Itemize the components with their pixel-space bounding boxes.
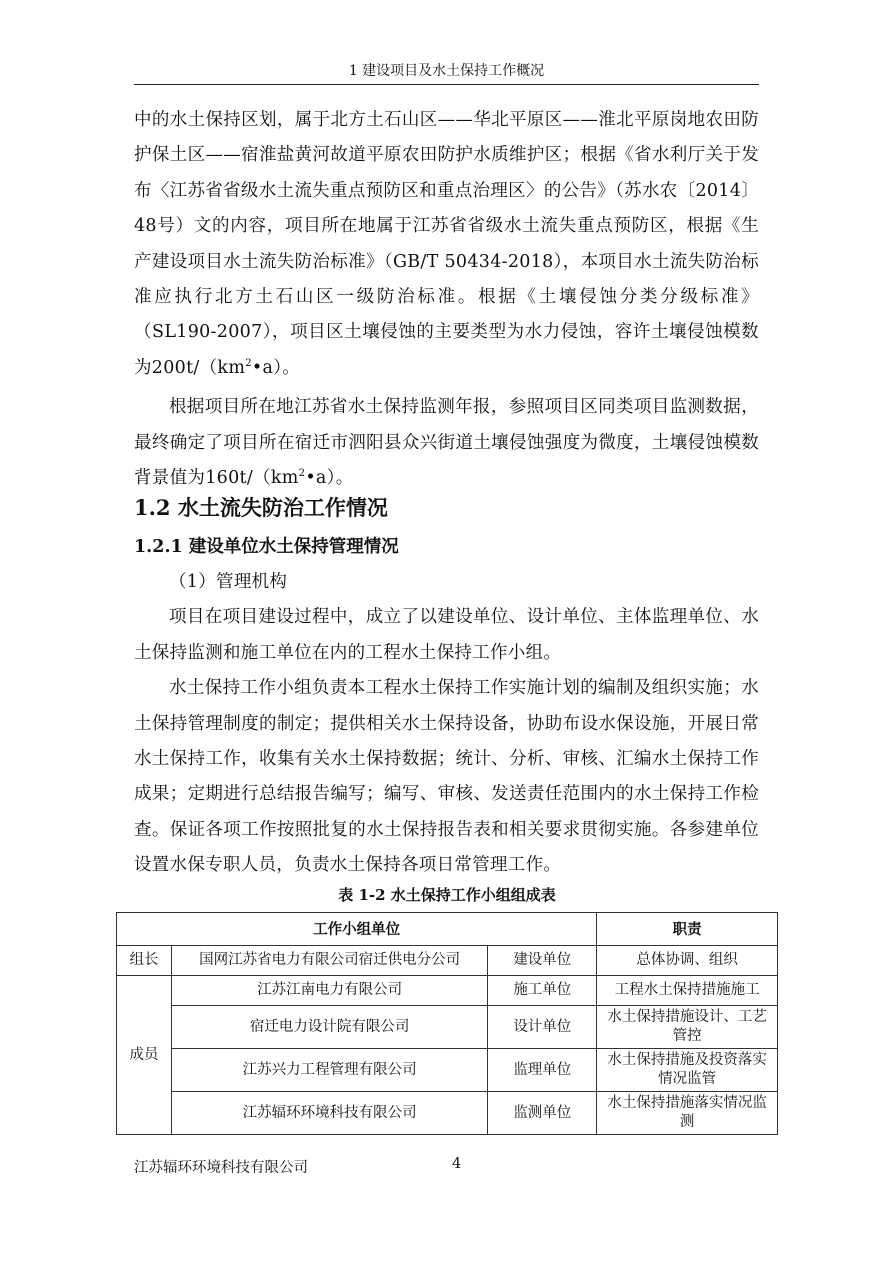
- paragraph-duties: 水土保持工作小组负责本工程水土保持工作实施计划的编制及组织实施；水土保持管理制度的制定；提供相关水土保持设备，协助布设水保设施，开展日常水土保持工作，收集有关水土保持数据；统计、分析、审核、汇编水土保持工作成果；定期进行总结报告编写；编写、审核、发送责任范围内的水土保持工作检查。保证各项工作按照批复的水土保持报告表和相关要求贯彻实施。各参建单位设置水保专职人员，负责水土保持各项日常管理工作。: [134, 678, 759, 876]
- duty-cell: 水土保持措施落实情况监测: [597, 1092, 778, 1135]
- header-unit: 工作小组单位: [117, 913, 597, 946]
- type-cell: 建设单位: [488, 946, 597, 976]
- body-mid: [134, 565, 759, 884]
- table-header-row: [117, 913, 778, 946]
- paragraph-background: [134, 390, 759, 496]
- paragraph-zoning-text: 中的水土保持区划，属于北方土石山区——华北平原区——淮北平原岗地农田防护保土区——宿淮盐黄河故道平原农田防护水质维护区；根据《省水利厅关于发布〈江苏省省级水土流失重点预防区和重点治理区〉的公告》（苏水农〔2014〕48号）文的内容，项目所在地属于江苏省省级水土流失重点预防区，根据《生产建设项目水土流失防治标准》（GB/T 50434-2018），本项目水土流失防治标准应执行北方土石山区一级防治标准。根据《土壤侵蚀分类分级标准》（SL190-2007），项目区土壤侵蚀的主要类型为水力侵蚀，容许土壤侵蚀模数为200t/（km: [134, 110, 759, 378]
- work-group-table: [116, 912, 778, 1135]
- footer-company: 江苏辐环环境科技有限公司: [134, 1160, 308, 1176]
- table-row: [117, 976, 778, 1006]
- header-duty: 职责: [597, 913, 778, 946]
- duty-cell: 水土保持措施设计、工艺管控: [597, 1006, 778, 1049]
- unit-cell: 国网江苏省电力有限公司宿迁供电分公司: [171, 946, 487, 976]
- table-row: [117, 1049, 778, 1092]
- paragraph-zoning-end: •a）。: [251, 357, 301, 378]
- header-rule: [134, 84, 759, 85]
- paragraph-organization: 项目在项目建设过程中，成立了以建设单位、设计单位、主体监理单位、水土保持监测和施工单位在内的工程水土保持工作小组。: [134, 607, 759, 663]
- paragraph-background-end: •a）。: [305, 468, 354, 489]
- item-heading: （1）管理机构: [169, 572, 288, 592]
- subsection-heading: 1.2.1 建设单位水土保持管理情况: [134, 537, 399, 557]
- unit-cell: 江苏兴力工程管理有限公司: [171, 1049, 487, 1092]
- running-header: 1 建设项目及水土保持工作概况: [348, 63, 545, 79]
- role-cell: 组长: [117, 946, 172, 976]
- page-number: 4: [452, 1156, 462, 1172]
- section-heading: 1.2 水土流失防治工作情况: [134, 495, 388, 520]
- duty-cell: 工程水土保持措施施工: [597, 976, 778, 1006]
- superscript: 2: [245, 358, 252, 370]
- role-cell: 成员: [117, 976, 172, 1135]
- body-top: [134, 103, 759, 496]
- unit-cell: 江苏江南电力有限公司: [171, 976, 487, 1006]
- paragraph-background-text: 根据项目所在地江苏省水土保持监测年报，参照项目区同类项目监测数据，最终确定了项目所在宿迁市泗阳县众兴街道土壤侵蚀强度为微度，土壤侵蚀模数背景值为160t/（km: [134, 397, 759, 489]
- table-caption: 表 1-2 水土保持工作小组组成表: [338, 886, 556, 904]
- unit-cell: 江苏辐环环境科技有限公司: [171, 1092, 487, 1135]
- table-row: [117, 1092, 778, 1135]
- superscript: 2: [298, 468, 306, 480]
- duty-cell: 水土保持措施及投资落实情况监管: [597, 1049, 778, 1092]
- table-row: [117, 1006, 778, 1049]
- duty-cell: 总体协调、组织: [597, 946, 778, 976]
- type-cell: 监理单位: [488, 1049, 597, 1092]
- paragraph-zoning: [134, 103, 759, 386]
- type-cell: 监测单位: [488, 1092, 597, 1135]
- type-cell: 施工单位: [488, 976, 597, 1006]
- table-row: [117, 946, 778, 976]
- unit-cell: 宿迁电力设计院有限公司: [171, 1006, 487, 1049]
- type-cell: 设计单位: [488, 1006, 597, 1049]
